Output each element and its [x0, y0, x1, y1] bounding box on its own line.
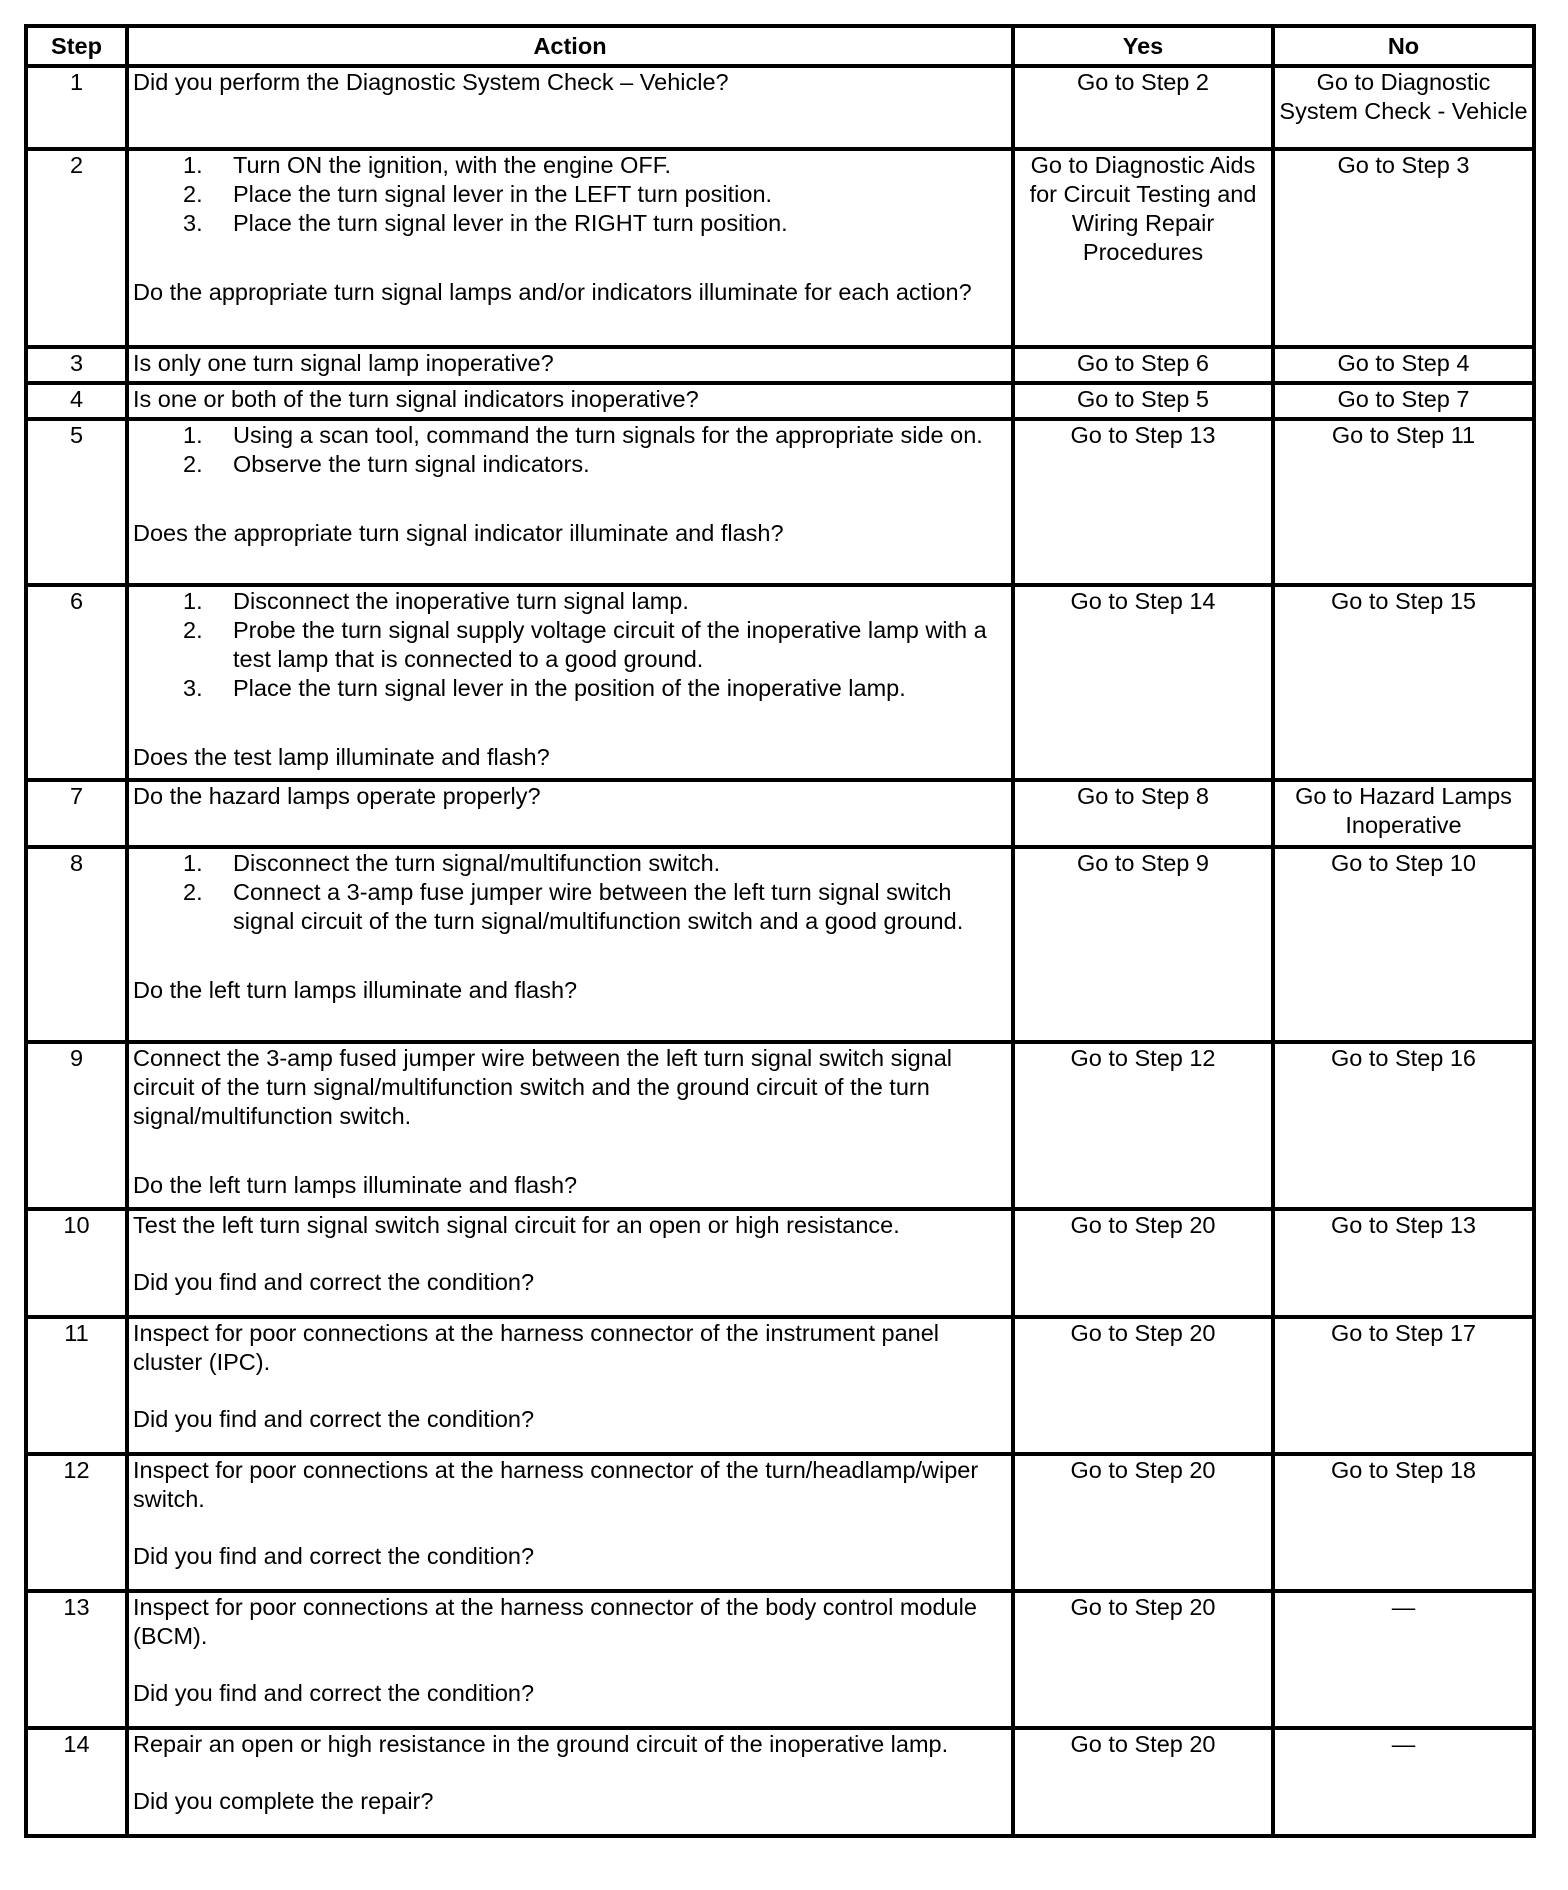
substep-text: Place the turn signal lever in the position of the inoperative lamp.	[233, 675, 906, 701]
yes-cell: Go to Step 20	[1013, 1728, 1273, 1836]
list-item: 1. Disconnect the inoperative turn signal lamp.	[133, 587, 1007, 616]
no-cell: Go to Step 11	[1273, 419, 1534, 585]
header-yes: Yes	[1013, 26, 1273, 66]
action-question: Did you perform the Diagnostic System Check – Vehicle?	[133, 69, 729, 95]
list-item: 2. Connect a 3-amp fuse jumper wire between the left turn signal switch signal circuit of the turn signal/multifunction switch and a good ground.	[133, 878, 1007, 936]
yes-cell: Go to Step 9	[1013, 847, 1273, 1042]
yes-cell: Go to Step 20	[1013, 1317, 1273, 1454]
header-step: Step	[26, 26, 127, 66]
action-cell	[127, 1591, 1013, 1728]
list-item: 1. Disconnect the turn signal/multifunction switch.	[133, 849, 1007, 878]
no-cell: Go to Diagnostic System Check - Vehicle	[1273, 66, 1534, 149]
no-cell: Go to Step 13	[1273, 1209, 1534, 1317]
header-action: Action	[127, 26, 1013, 66]
action-instruction: Repair an open or high resistance in the ground circuit of the inoperative lamp.	[133, 1731, 949, 1757]
list-item: 3. Place the turn signal lever in the position of the inoperative lamp.	[133, 674, 1007, 703]
step-number: 12	[26, 1454, 127, 1591]
step-number: 3	[26, 347, 127, 383]
no-cell: —	[1273, 1728, 1534, 1836]
step-number: 14	[26, 1728, 127, 1836]
step-number: 4	[26, 383, 127, 419]
substep-text: Observe the turn signal indicators.	[233, 451, 590, 477]
step-number: 9	[26, 1042, 127, 1209]
action-question: Do the left turn lamps illuminate and flash?	[133, 977, 578, 1003]
no-cell: Go to Step 15	[1273, 585, 1534, 780]
table-row	[26, 149, 1534, 347]
yes-cell: Go to Step 12	[1013, 1042, 1273, 1209]
yes-cell: Go to Step 13	[1013, 419, 1273, 585]
no-cell: Go to Step 10	[1273, 847, 1534, 1042]
step-number: 1	[26, 66, 127, 149]
yes-cell: Go to Step 14	[1013, 585, 1273, 780]
action-question: Did you find and correct the condition?	[133, 1269, 535, 1295]
action-question: Does the test lamp illuminate and flash?	[133, 744, 550, 770]
substep-list	[133, 151, 1007, 238]
action-question: Do the appropriate turn signal lamps and/or indicators illuminate for each action?	[133, 279, 972, 305]
action-instruction: Inspect for poor connections at the harness connector of the instrument panel cluster (IPC).	[133, 1320, 940, 1375]
step-number: 13	[26, 1591, 127, 1728]
substep-list	[133, 587, 1007, 703]
table-row	[26, 1454, 1534, 1591]
substep-list	[133, 849, 1007, 936]
action-question: Did you find and correct the condition?	[133, 1680, 535, 1706]
no-cell: Go to Step 16	[1273, 1042, 1534, 1209]
action-cell	[127, 149, 1013, 347]
no-cell: Go to Step 17	[1273, 1317, 1534, 1454]
list-item: 3. Place the turn signal lever in the RIGHT turn position.	[133, 209, 1007, 238]
list-item: 2. Probe the turn signal supply voltage circuit of the inoperative lamp with a test lamp that is connected to a good ground.	[133, 616, 1007, 674]
action-instruction: Inspect for poor connections at the harness connector of the body control module (BCM).	[133, 1594, 977, 1649]
no-cell: Go to Step 7	[1273, 383, 1534, 419]
substep-text: Place the turn signal lever in the RIGHT turn position.	[233, 210, 788, 236]
action-question: Did you find and correct the condition?	[133, 1406, 535, 1432]
header-row	[26, 26, 1534, 66]
no-cell: —	[1273, 1591, 1534, 1728]
list-item: 1. Using a scan tool, command the turn signals for the appropriate side on.	[133, 421, 1007, 450]
header-no: No	[1273, 26, 1534, 66]
table-row	[26, 383, 1534, 419]
action-cell	[127, 347, 1013, 383]
no-cell: Go to Hazard Lamps Inoperative	[1273, 780, 1534, 847]
step-number: 11	[26, 1317, 127, 1454]
yes-cell: Go to Diagnostic Aids for Circuit Testing and Wiring Repair Procedures	[1013, 149, 1273, 347]
table-row	[26, 847, 1534, 1042]
table-row	[26, 1728, 1534, 1836]
no-cell: Go to Step 3	[1273, 149, 1534, 347]
substep-text: Turn ON the ignition, with the engine OFF.	[233, 152, 672, 178]
diagnostic-table	[24, 24, 1536, 1838]
action-cell	[127, 419, 1013, 585]
action-cell	[127, 780, 1013, 847]
list-item: 2. Observe the turn signal indicators.	[133, 450, 1007, 479]
table-row	[26, 585, 1534, 780]
table-row	[26, 1042, 1534, 1209]
action-cell	[127, 1454, 1013, 1591]
action-question: Does the appropriate turn signal indicator illuminate and flash?	[133, 520, 784, 546]
list-item: 1. Turn ON the ignition, with the engine OFF.	[133, 151, 1007, 180]
yes-cell: Go to Step 20	[1013, 1209, 1273, 1317]
yes-cell: Go to Step 2	[1013, 66, 1273, 149]
action-cell	[127, 1042, 1013, 1209]
action-instruction: Inspect for poor connections at the harness connector of the turn/headlamp/wiper switch.	[133, 1457, 979, 1512]
action-question: Do the left turn lamps illuminate and flash?	[133, 1172, 578, 1198]
action-cell	[127, 847, 1013, 1042]
step-number: 6	[26, 585, 127, 780]
yes-cell: Go to Step 20	[1013, 1591, 1273, 1728]
table-row	[26, 419, 1534, 585]
table-row	[26, 1591, 1534, 1728]
substep-text: Disconnect the turn signal/multifunction switch.	[233, 850, 721, 876]
table-row	[26, 780, 1534, 847]
step-number: 7	[26, 780, 127, 847]
step-number: 2	[26, 149, 127, 347]
action-instruction: Test the left turn signal switch signal circuit for an open or high resistance.	[133, 1212, 900, 1238]
no-cell: Go to Step 18	[1273, 1454, 1534, 1591]
yes-cell: Go to Step 8	[1013, 780, 1273, 847]
action-question: Is only one turn signal lamp inoperative?	[133, 350, 554, 376]
table-row	[26, 66, 1534, 149]
step-number: 8	[26, 847, 127, 1042]
list-item: 2. Place the turn signal lever in the LEFT turn position.	[133, 180, 1007, 209]
action-cell	[127, 1317, 1013, 1454]
action-question: Is one or both of the turn signal indicators inoperative?	[133, 386, 699, 412]
substep-text: Place the turn signal lever in the LEFT turn position.	[233, 181, 773, 207]
substep-text: Probe the turn signal supply voltage circuit of the inoperative lamp with a test lamp that is connected to a good ground.	[233, 617, 987, 672]
action-question: Do the hazard lamps operate properly?	[133, 783, 541, 809]
step-number: 10	[26, 1209, 127, 1317]
substep-text: Connect a 3-amp fuse jumper wire between the left turn signal switch signal circuit of the turn signal/multifunction switch and a good ground.	[233, 879, 964, 934]
step-number: 5	[26, 419, 127, 585]
substep-list	[133, 421, 1007, 479]
substep-text: Using a scan tool, command the turn signals for the appropriate side on.	[233, 422, 983, 448]
action-cell	[127, 585, 1013, 780]
action-question: Did you complete the repair?	[133, 1788, 434, 1814]
action-cell	[127, 66, 1013, 149]
table-row	[26, 1209, 1534, 1317]
yes-cell: Go to Step 20	[1013, 1454, 1273, 1591]
table-row	[26, 347, 1534, 383]
action-instruction: Connect the 3-amp fused jumper wire between the left turn signal switch signal circuit of the turn signal/multifunction switch and the ground circuit of the turn signal/multifunction switch.	[133, 1045, 953, 1129]
yes-cell: Go to Step 6	[1013, 347, 1273, 383]
action-cell	[127, 1728, 1013, 1836]
action-cell	[127, 1209, 1013, 1317]
table-row	[26, 1317, 1534, 1454]
yes-cell: Go to Step 5	[1013, 383, 1273, 419]
action-cell	[127, 383, 1013, 419]
no-cell: Go to Step 4	[1273, 347, 1534, 383]
substep-text: Disconnect the inoperative turn signal lamp.	[233, 588, 689, 614]
action-question: Did you find and correct the condition?	[133, 1543, 535, 1569]
